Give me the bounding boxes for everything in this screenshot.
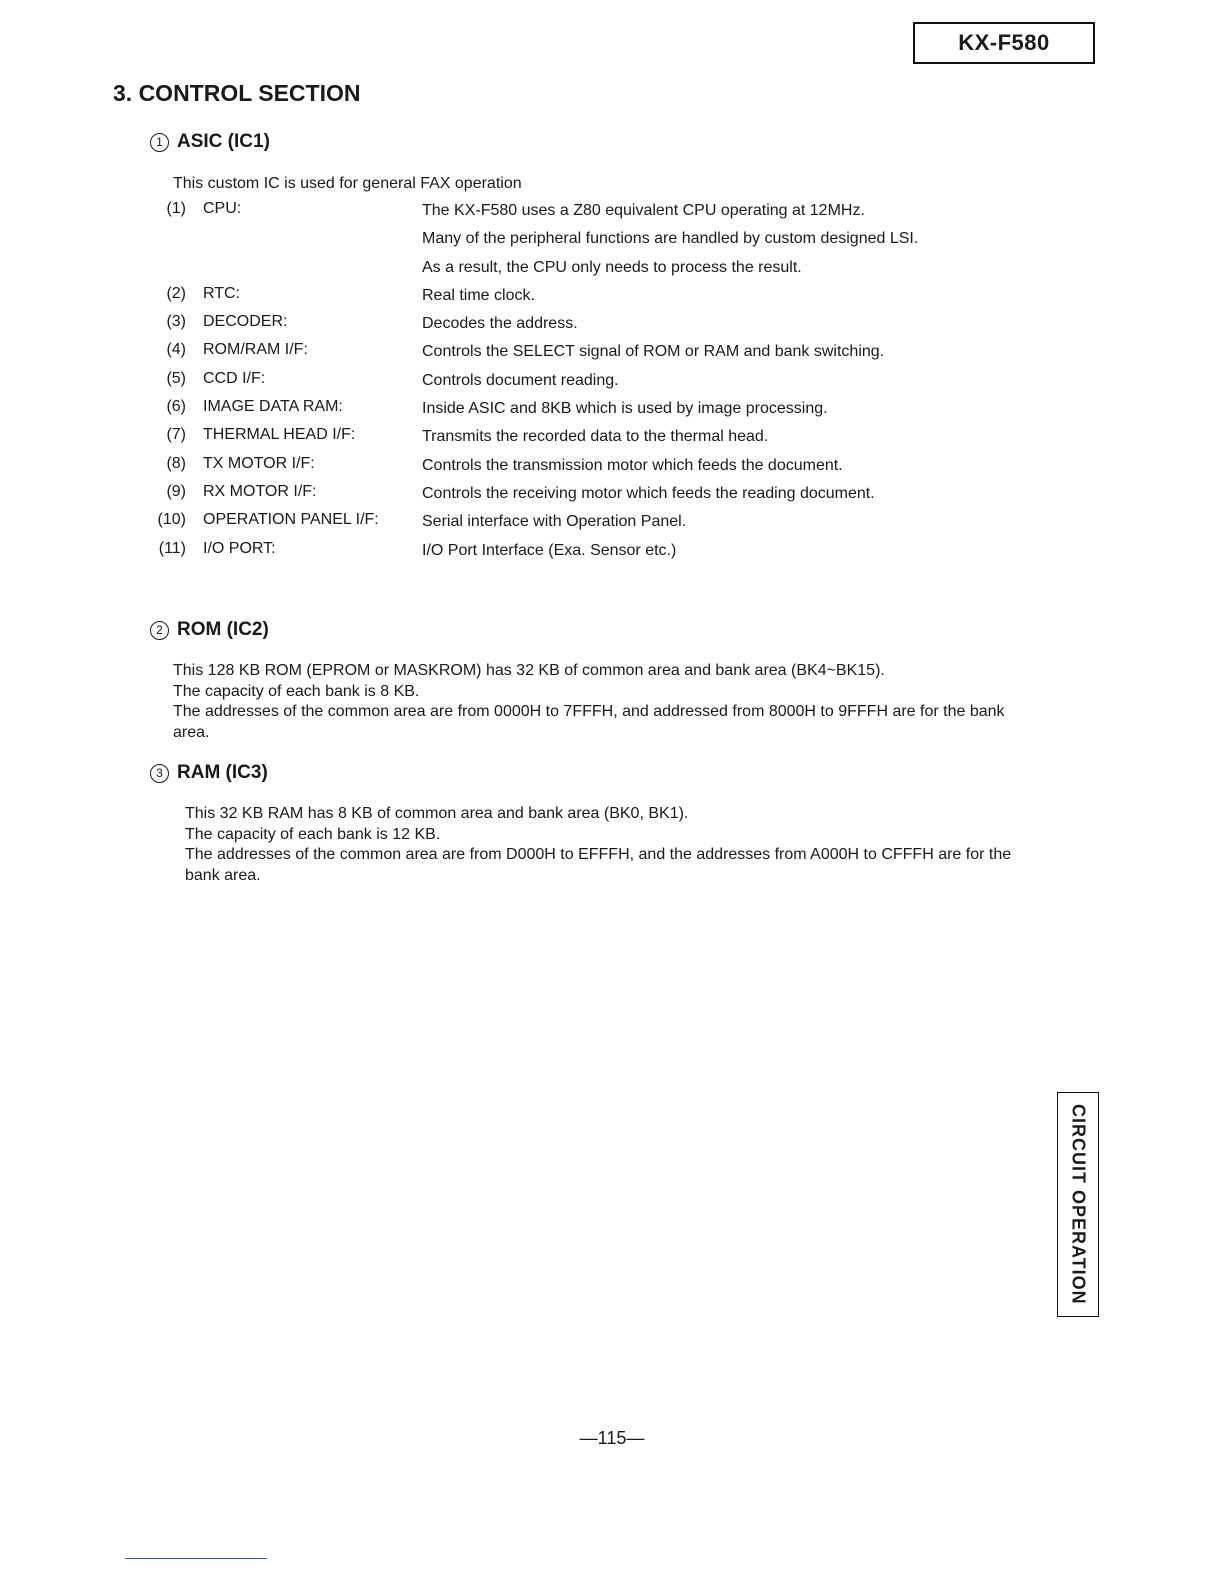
item-description: As a result, the CPU only needs to process the result. bbox=[422, 258, 802, 276]
rom-line: The addresses of the common area are from 0000H to 7FFFH, and addressed from 8000H to 9FFFH are for the bank bbox=[173, 703, 1005, 720]
item-number: (7) bbox=[166, 426, 186, 444]
item-number: (3) bbox=[166, 313, 186, 331]
footer-rule bbox=[125, 1558, 267, 1559]
item-label: RX MOTOR I/F: bbox=[203, 482, 317, 500]
ram-line: The capacity of each bank is 12 KB. bbox=[185, 825, 441, 843]
ram-line: The addresses of the common area are from D000H to EFFFH, and the addresses from A000H to CFFFH are for the bbox=[185, 846, 1012, 863]
rom-line: area. bbox=[173, 723, 210, 741]
list-item bbox=[150, 455, 1050, 483]
item-label: OPERATION PANEL I/F: bbox=[203, 511, 379, 529]
item-description: Serial interface with Operation Panel. bbox=[422, 513, 687, 531]
item-label: THERMAL HEAD I/F: bbox=[203, 426, 356, 444]
list-item bbox=[150, 200, 1050, 285]
circled-number-3-icon: 3 bbox=[150, 764, 169, 783]
list-item bbox=[150, 313, 1050, 341]
side-tab bbox=[1057, 1092, 1099, 1317]
item-number: (1) bbox=[166, 200, 186, 217]
item-description: The KX-F580 uses a Z80 equivalent CPU operating at 12MHz. bbox=[422, 202, 865, 219]
item-label: TX MOTOR I/F: bbox=[203, 454, 315, 472]
list-item bbox=[150, 341, 1050, 369]
ram-heading bbox=[150, 762, 268, 784]
rom-line: The capacity of each bank is 8 KB. bbox=[173, 682, 420, 700]
ram-line: This 32 KB RAM has 8 KB of common area and bank area (BK0, BK1). bbox=[185, 805, 689, 822]
side-tab-label: CIRCUIT OPERATION bbox=[1068, 1104, 1089, 1305]
item-description: Decodes the address. bbox=[422, 315, 578, 333]
circled-number-2-icon: 2 bbox=[150, 621, 169, 640]
item-label: DECODER: bbox=[203, 313, 288, 331]
item-description: Many of the peripheral functions are handled by custom designed LSI. bbox=[422, 230, 919, 248]
item-number: (9) bbox=[166, 482, 186, 500]
list-item bbox=[150, 398, 1050, 426]
list-item bbox=[150, 370, 1050, 398]
rom-heading-text: ROM (IC2) bbox=[177, 619, 269, 640]
item-description: Controls the transmission motor which feeds the document. bbox=[422, 456, 843, 474]
item-description: Controls the receiving motor which feeds the reading document. bbox=[422, 484, 875, 502]
ram-heading-text: RAM (IC3) bbox=[177, 762, 268, 783]
item-label: RTC: bbox=[203, 284, 241, 302]
asic-intro: This custom IC is used for general FAX operation bbox=[173, 175, 522, 192]
asic-heading-text: ASIC (IC1) bbox=[177, 131, 270, 152]
rom-heading bbox=[150, 619, 269, 641]
item-number: (10) bbox=[157, 511, 186, 529]
model-number-box bbox=[913, 22, 1095, 64]
item-description: Controls document reading. bbox=[422, 371, 619, 389]
section-title: 3. CONTROL SECTION bbox=[113, 80, 361, 106]
list-item bbox=[150, 426, 1050, 454]
item-description: Transmits the recorded data to the thermal head. bbox=[422, 428, 769, 446]
item-label: I/O PORT: bbox=[203, 539, 276, 557]
asic-function-list bbox=[150, 200, 1050, 568]
rom-description bbox=[173, 661, 1073, 743]
list-item bbox=[150, 285, 1050, 313]
model-number: KX-F580 bbox=[958, 30, 1050, 55]
item-description: Controls the SELECT signal of ROM or RAM and bank switching. bbox=[422, 343, 885, 361]
item-number: (11) bbox=[158, 539, 186, 557]
item-label: CPU: bbox=[203, 200, 242, 217]
item-number: (4) bbox=[166, 341, 186, 359]
item-description: Inside ASIC and 8KB which is used by image processing. bbox=[422, 400, 828, 418]
item-label: ROM/RAM I/F: bbox=[203, 341, 308, 359]
item-number: (2) bbox=[166, 284, 186, 302]
page-number: —115— bbox=[579, 1428, 645, 1448]
item-number: (6) bbox=[166, 398, 186, 416]
list-item bbox=[150, 511, 1050, 539]
rom-line: This 128 KB ROM (EPROM or MASKROM) has 32 KB of common area and bank area (BK4~BK15). bbox=[173, 662, 885, 679]
list-item bbox=[150, 540, 1050, 568]
item-number: (5) bbox=[166, 369, 186, 387]
asic-heading bbox=[150, 131, 270, 153]
item-number: (8) bbox=[166, 454, 186, 472]
ram-line: bank area. bbox=[185, 866, 261, 884]
item-description: Real time clock. bbox=[422, 286, 535, 304]
item-label: IMAGE DATA RAM: bbox=[203, 398, 343, 416]
list-item bbox=[150, 483, 1050, 511]
circled-number-1-icon: 1 bbox=[150, 133, 169, 152]
ram-description bbox=[185, 804, 1085, 886]
item-description: I/O Port Interface (Exa. Sensor etc.) bbox=[422, 541, 677, 559]
item-label: CCD I/F: bbox=[203, 369, 266, 387]
